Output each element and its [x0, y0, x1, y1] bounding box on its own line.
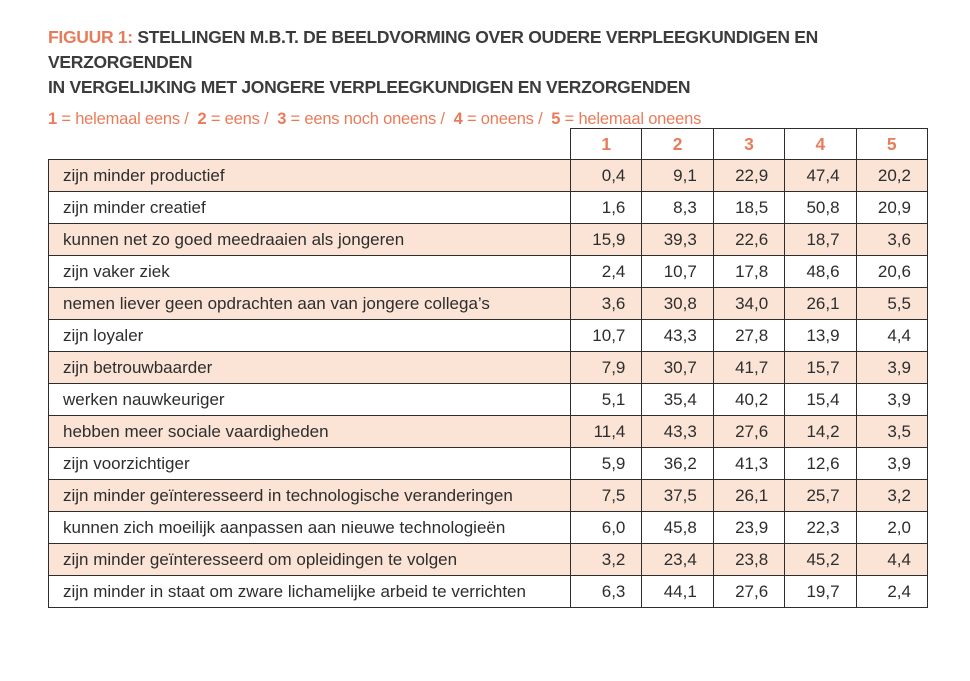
value-cell: 47,4 — [785, 160, 856, 192]
value-cell: 15,4 — [785, 384, 856, 416]
table-row — [49, 384, 928, 416]
value-cell: 45,2 — [785, 544, 856, 576]
value-cell: 45,8 — [642, 512, 713, 544]
statement-label: zijn loyaler — [49, 320, 571, 352]
value-cell: 22,6 — [713, 224, 784, 256]
value-cell: 5,1 — [571, 384, 642, 416]
table-row — [49, 544, 928, 576]
value-cell: 27,6 — [713, 576, 784, 608]
value-cell: 3,6 — [856, 224, 927, 256]
value-cell: 41,7 — [713, 352, 784, 384]
value-cell: 3,9 — [856, 352, 927, 384]
value-cell: 6,0 — [571, 512, 642, 544]
value-cell: 50,8 — [785, 192, 856, 224]
value-cell: 13,9 — [785, 320, 856, 352]
value-cell: 43,3 — [642, 320, 713, 352]
value-cell: 3,2 — [856, 480, 927, 512]
value-cell: 7,9 — [571, 352, 642, 384]
legend-scale-number: 5 — [551, 110, 561, 128]
value-cell: 20,6 — [856, 256, 927, 288]
value-cell: 34,0 — [713, 288, 784, 320]
statement-label: kunnen zich moeilijk aanpassen aan nieuwe technologieën — [49, 512, 571, 544]
value-cell: 20,2 — [856, 160, 927, 192]
legend-separator: / — [179, 110, 198, 128]
value-cell: 44,1 — [642, 576, 713, 608]
statement-label: kunnen net zo goed meedraaien als jongeren — [49, 224, 571, 256]
value-cell: 25,7 — [785, 480, 856, 512]
value-cell: 19,7 — [785, 576, 856, 608]
statement-label: zijn minder geïnteresseerd in technologische veranderingen — [49, 480, 571, 512]
legend-separator: / — [259, 110, 278, 128]
table-row — [49, 288, 928, 320]
statement-label: zijn betrouwbaarder — [49, 352, 571, 384]
value-cell: 35,4 — [642, 384, 713, 416]
value-cell: 30,7 — [642, 352, 713, 384]
legend-separator: / — [533, 110, 552, 128]
value-cell: 10,7 — [571, 320, 642, 352]
value-cell: 3,6 — [571, 288, 642, 320]
table-body — [49, 160, 928, 608]
value-cell: 9,1 — [642, 160, 713, 192]
figure-title-text: STELLINGEN M.B.T. DE BEELDVORMING OVER OUDERE VERPLEEGKUNDIGEN EN VERZORGENDEN — [48, 27, 818, 72]
value-cell: 17,8 — [713, 256, 784, 288]
value-cell: 15,9 — [571, 224, 642, 256]
column-header-2: 2 — [642, 129, 713, 160]
legend-scale-label: = helemaal eens — [56, 110, 180, 128]
value-cell: 18,5 — [713, 192, 784, 224]
value-cell: 3,9 — [856, 384, 927, 416]
table-row — [49, 576, 928, 608]
value-cell: 4,4 — [856, 544, 927, 576]
value-cell: 3,5 — [856, 416, 927, 448]
table-row — [49, 448, 928, 480]
legend-scale-number: 4 — [453, 110, 463, 128]
value-cell: 39,3 — [642, 224, 713, 256]
value-cell: 36,2 — [642, 448, 713, 480]
value-cell: 3,2 — [571, 544, 642, 576]
figure-title-line2: IN VERGELIJKING MET JONGERE VERPLEEGKUNDIGEN EN VERZORGENDEN — [48, 77, 691, 97]
legend-scale-label: = eens — [206, 110, 260, 128]
value-cell: 11,4 — [571, 416, 642, 448]
value-cell: 43,3 — [642, 416, 713, 448]
statement-label: zijn minder creatief — [49, 192, 571, 224]
statement-label: zijn voorzichtiger — [49, 448, 571, 480]
header-row — [49, 129, 928, 160]
value-cell: 37,5 — [642, 480, 713, 512]
value-cell: 27,8 — [713, 320, 784, 352]
figure-title-line1 — [48, 25, 933, 75]
statement-label: zijn minder in staat om zware lichamelijke arbeid te verrichten — [49, 576, 571, 608]
value-cell: 22,9 — [713, 160, 784, 192]
corner-cell — [49, 129, 571, 160]
table-row — [49, 320, 928, 352]
column-header-1: 1 — [571, 129, 642, 160]
legend-scale-number: 2 — [197, 110, 207, 128]
column-header-4: 4 — [785, 129, 856, 160]
figure-header — [48, 25, 933, 130]
value-cell: 2,0 — [856, 512, 927, 544]
value-cell: 0,4 — [571, 160, 642, 192]
value-cell: 6,3 — [571, 576, 642, 608]
value-cell: 5,5 — [856, 288, 927, 320]
legend-scale-label: = helemaal oneens — [560, 110, 702, 128]
value-cell: 26,1 — [713, 480, 784, 512]
table-row — [49, 192, 928, 224]
answer-scale-legend — [48, 108, 933, 130]
table-row — [49, 480, 928, 512]
value-cell: 41,3 — [713, 448, 784, 480]
value-cell: 26,1 — [785, 288, 856, 320]
value-cell: 4,4 — [856, 320, 927, 352]
value-cell: 23,4 — [642, 544, 713, 576]
statement-label: zijn minder geïnteresseerd om opleidingen te volgen — [49, 544, 571, 576]
value-cell: 12,6 — [785, 448, 856, 480]
legend-scale-label: = oneens — [462, 110, 534, 128]
column-header-3: 3 — [713, 129, 784, 160]
statement-label: werken nauwkeuriger — [49, 384, 571, 416]
legend-scale-number: 3 — [277, 110, 287, 128]
value-cell: 7,5 — [571, 480, 642, 512]
value-cell: 20,9 — [856, 192, 927, 224]
figure-number: FIGUUR 1: — [48, 27, 133, 47]
value-cell: 3,9 — [856, 448, 927, 480]
value-cell: 5,9 — [571, 448, 642, 480]
table-row — [49, 224, 928, 256]
value-cell: 27,6 — [713, 416, 784, 448]
legend-scale-number: 1 — [48, 110, 57, 128]
table-row — [49, 256, 928, 288]
table-row — [49, 512, 928, 544]
legend-separator: / — [436, 110, 454, 128]
column-header-5: 5 — [856, 129, 927, 160]
value-cell: 8,3 — [642, 192, 713, 224]
statement-label: zijn vaker ziek — [49, 256, 571, 288]
statement-label: nemen liever geen opdrachten aan van jongere collega’s — [49, 288, 571, 320]
value-cell: 40,2 — [713, 384, 784, 416]
table-row — [49, 160, 928, 192]
value-cell: 14,2 — [785, 416, 856, 448]
value-cell: 30,8 — [642, 288, 713, 320]
statement-label: zijn minder productief — [49, 160, 571, 192]
statement-label: hebben meer sociale vaardigheden — [49, 416, 571, 448]
table-row — [49, 352, 928, 384]
value-cell: 1,6 — [571, 192, 642, 224]
legend-scale-label: = eens noch oneens — [286, 110, 437, 128]
value-cell: 2,4 — [856, 576, 927, 608]
value-cell: 10,7 — [642, 256, 713, 288]
value-cell: 2,4 — [571, 256, 642, 288]
value-cell: 23,8 — [713, 544, 784, 576]
value-cell: 22,3 — [785, 512, 856, 544]
value-cell: 15,7 — [785, 352, 856, 384]
table-row — [49, 416, 928, 448]
value-cell: 18,7 — [785, 224, 856, 256]
value-cell: 48,6 — [785, 256, 856, 288]
value-cell: 23,9 — [713, 512, 784, 544]
figure-table — [48, 128, 928, 608]
